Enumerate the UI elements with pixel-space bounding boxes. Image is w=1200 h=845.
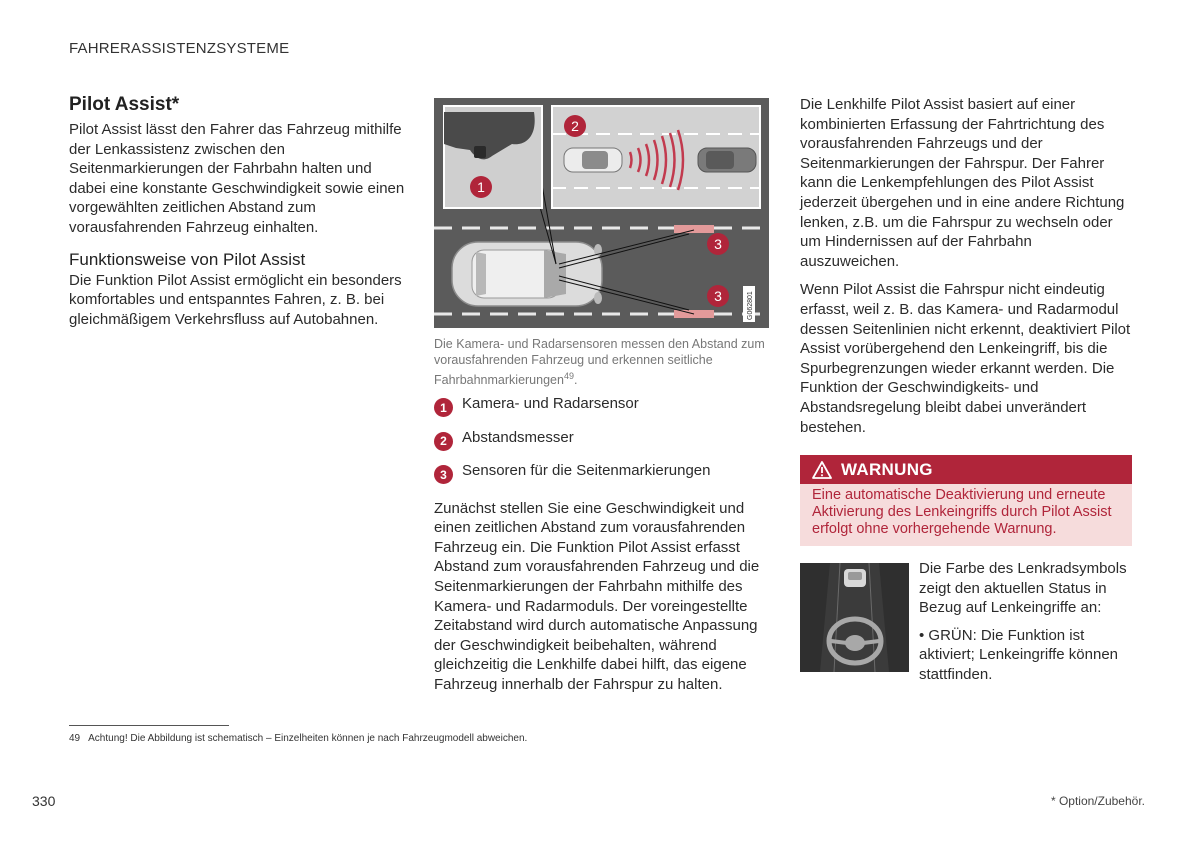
steering-paragraph: Die Lenkhilfe Pilot Assist basiert auf einer kombinierten Erfassung der Fahrtrichtung des vorausfahrenden Fahrzeugs und der Seitenmarkierungen der Fahrspur. Der Fahrer kann die Lenkempfehlungen des Pilot Assist jederzeit übergehen und in eine andere Richtung lenken, z.B. um die Fahrspur zu wechseln oder um Hindernissen auf der Fahrbahn auszuweichen.	[800, 96, 1125, 270]
footnote-number: 49	[69, 733, 81, 744]
warning-box	[800, 455, 1132, 546]
page-number: 330	[32, 793, 56, 809]
legend-label: Kamera- und Radarsensor	[462, 395, 639, 413]
footnote-text: Achtung! Die Abbildung ist schematisch – Einzelheiten können je nach Fahrzeugmodell abweichen.	[88, 733, 528, 744]
status-paragraph: Die Farbe des Lenkradsymbols zeigt den aktuellen Status in Bezug auf Lenkeingriffe an:	[919, 560, 1127, 617]
legend-item	[434, 394, 769, 428]
road-diagram	[434, 98, 769, 328]
steering-status-section	[800, 560, 1132, 685]
svg-text:2: 2	[571, 118, 579, 134]
section-subtitle: Funktionsweise von Pilot Assist	[69, 249, 306, 269]
callout-3-top	[707, 233, 729, 255]
footnote-divider	[69, 725, 229, 726]
legend-number-badge: 3	[434, 465, 453, 484]
legend-item	[434, 428, 769, 462]
ego-car-icon	[452, 242, 602, 306]
warning-header	[800, 455, 1132, 484]
warning-text: Eine automatische Deaktivierung und erneute Aktivierung des Lenkeingriffs durch Pilot Assist erfolgt ohne vorhergehende Warnung.	[800, 484, 1132, 546]
side-marking-zone-top	[674, 225, 714, 233]
legend-label: Sensoren für die Seitenmarkierungen	[462, 462, 711, 480]
callout-2	[564, 115, 586, 137]
callout-1	[470, 176, 492, 198]
figure-code: G062801	[747, 291, 754, 320]
intro-paragraph: Pilot Assist lässt den Fahrer das Fahrzeug mithilfe der Lenkassistenz zwischen den Seitenmarkierungen der Fahrbahn halten und dabei eine konstante Geschwindigkeit sowie einen vorgewählten zeitlichen Abstand zum vorausfahrenden Fahrzeug einhalten.	[69, 121, 405, 236]
status-green-bullet: • GRÜN: Die Funktion ist aktiviert; Lenkeingriffe können stattfinden.	[919, 626, 1119, 684]
legend-item	[434, 461, 769, 495]
status-text	[919, 559, 1132, 685]
function-description: Zunächst stellen Sie eine Geschwindigkeit und einen zeitlichen Abstand zum vorausfahrenden Fahrzeug ein. Die Funktion Pilot Assist erfasst Abstand zum vorausfahrenden Fahrzeug und die Seitenmarkierungen der Fahrbahn mithilfe des Kamera- und Radarmoduls. Der voreingestellte Zeitabstand wird durch automatische Anpassung der Geschwindigkeit beibehalten, während gleichzeitig die Lenkhilfe dabei hilft, das eigene Fahrzeug innerhalb der Fahrspur zu halten.	[434, 499, 760, 693]
column-1	[69, 94, 409, 329]
warning-triangle-icon	[812, 461, 832, 479]
pilot-assist-illustration	[434, 98, 769, 328]
deactivation-paragraph: Wenn Pilot Assist die Fahrspur nicht eindeutig erfasst, weil z. B. das Kamera- und Radarmodul dessen Seitenlinien nicht erkennt, deaktiviert Pilot Assist vorübergehend den Lenkeingriff, bis die Spurbegrenzungen wieder erkannt werden. Die Funktion der Geschwindigkeits- und Abstandsregelung bleibt dabei unverändert bestehen.	[800, 281, 1131, 436]
footnote	[69, 733, 527, 744]
section-header: FAHRERASSISTENZSYSTEME	[69, 40, 290, 57]
figure-legend	[434, 394, 769, 495]
column-2	[434, 98, 769, 695]
steering-wheel-icon	[800, 563, 909, 672]
legend-number-badge: 2	[434, 432, 453, 451]
legend-label: Abstandsmesser	[462, 428, 574, 446]
callout-3-bottom	[707, 285, 729, 307]
column-3	[800, 95, 1132, 685]
page-title: Pilot Assist*	[69, 94, 180, 115]
legend-number-badge: 1	[434, 398, 453, 417]
steering-wheel-status-image	[800, 563, 909, 672]
subtitle-paragraph: Die Funktion Pilot Assist ermöglicht ein besonders komfortables und entspanntes Fahren, z. B. bei gleichmäßigem Verkehrsfluss auf Autobahnen.	[69, 271, 402, 328]
figure-caption: Die Kamera- und Radarsensoren messen den Abstand zum vorausfahrenden Fahrzeug und erkennen seitliche Fahrbahnmarkierungen$^{49}$.	[434, 337, 765, 388]
option-accessory-note: * Option/Zubehör.	[1050, 794, 1145, 808]
warning-title: WARNUNG	[841, 459, 933, 479]
svg-text:1: 1	[477, 179, 485, 195]
camera-inset-panel	[444, 106, 542, 208]
svg-text:3: 3	[714, 288, 722, 304]
caption-footnote-ref: 49	[563, 371, 574, 381]
svg-text:3: 3	[714, 236, 722, 252]
